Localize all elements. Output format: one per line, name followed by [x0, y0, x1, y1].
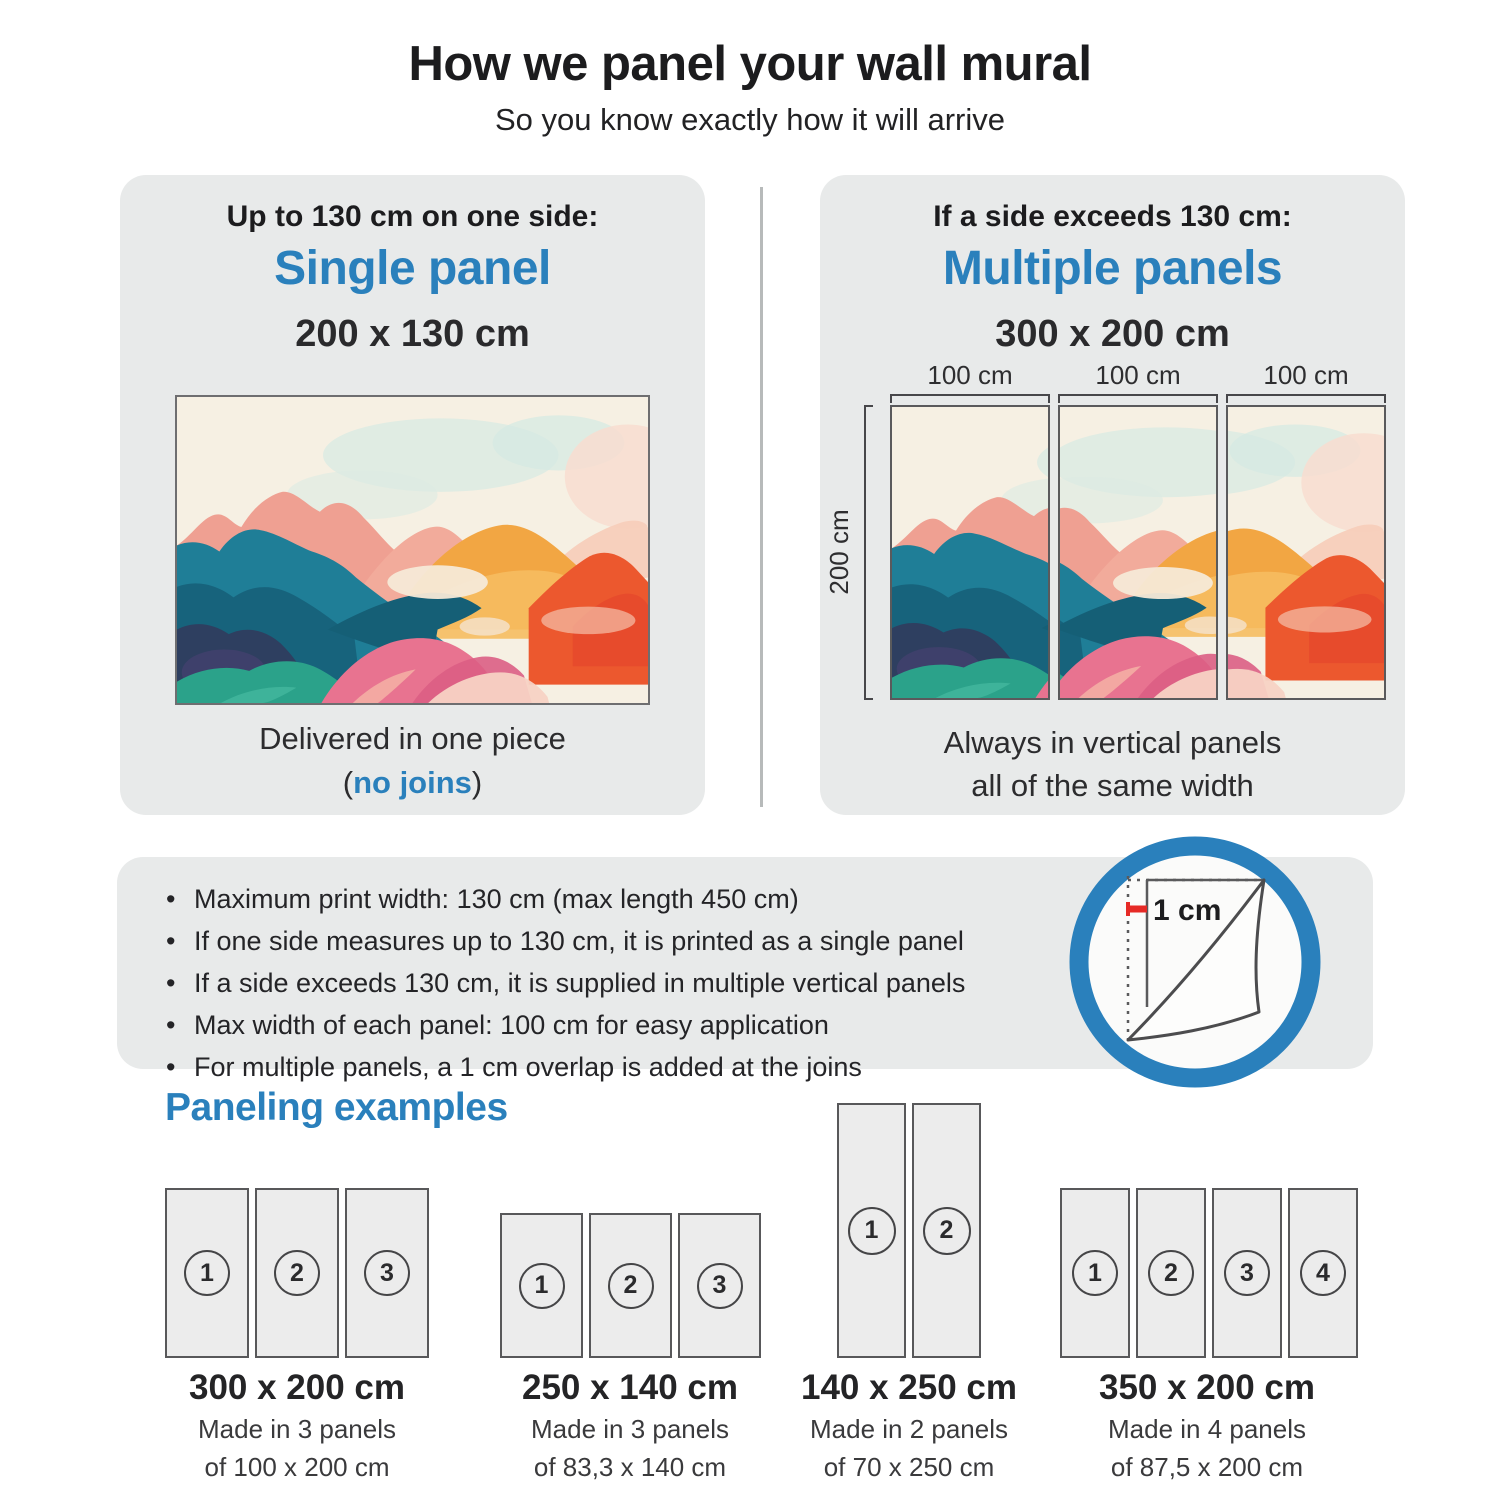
info-bullet: • If a side exceeds 130 cm, it is supplied in multiple vertical panels	[160, 962, 1060, 1004]
examples-heading: Paneling examples	[165, 1086, 508, 1129]
multiple-panels-title: Multiple panels	[942, 242, 1283, 295]
example-panel	[165, 1188, 249, 1358]
example-subtext-line1: Made in 3 panels	[197, 1414, 397, 1444]
mural-preview-single	[175, 395, 650, 705]
single-panel-size: 200 x 130 cm	[295, 313, 530, 355]
example-panel	[678, 1213, 761, 1358]
example-subtext	[1037, 1410, 1377, 1486]
multiple-panels-condition: If a side exceeds 130 cm:	[933, 200, 1292, 233]
height-bracket	[864, 405, 873, 700]
example-size-label: 350 x 200 cm	[1098, 1368, 1315, 1407]
multiple-panels-size: 300 x 200 cm	[995, 313, 1230, 355]
single-panel-condition: Up to 130 cm on one side:	[226, 200, 599, 233]
width-label-3: 100 cm	[1263, 360, 1349, 390]
info-bullet: • For multiple panels, a 1 cm overlap is added at the joins	[160, 1046, 1060, 1088]
paren-close: )	[471, 765, 483, 800]
panel-number-badge: 4	[1300, 1250, 1346, 1296]
width-label-1: 100 cm	[927, 360, 1013, 390]
page-curl-icon	[1065, 832, 1325, 1092]
panel-number-badge: 1	[1072, 1250, 1118, 1296]
example-subtext-line1: Made in 2 panels	[809, 1414, 1009, 1444]
mural-panel-3	[1226, 405, 1386, 700]
example-140x250-panels	[837, 1103, 981, 1358]
panel-number-badge: 2	[274, 1250, 320, 1296]
multiple-panels-card	[820, 175, 1405, 815]
example-panel	[500, 1213, 583, 1358]
panel-number-badge: 3	[1224, 1250, 1270, 1296]
single-panel-caption-2	[120, 765, 705, 801]
single-panel-caption: Delivered in one piece	[259, 721, 566, 756]
example-subtext-line1: Made in 4 panels	[1107, 1414, 1307, 1444]
width-label-2: 100 cm	[1095, 360, 1181, 390]
example-300x200-panels	[165, 1188, 429, 1358]
example-250x140-panels	[500, 1213, 761, 1358]
card-divider	[760, 187, 763, 807]
example-size-label: 250 x 140 cm	[521, 1368, 738, 1407]
example-panel	[1136, 1188, 1206, 1358]
paren-open: (	[342, 765, 354, 800]
info-bullet: • If one side measures up to 130 cm, it is printed as a single panel	[160, 920, 1060, 962]
example-subtext-line2: of 100 x 200 cm	[204, 1452, 390, 1482]
mural-panel-1	[890, 405, 1050, 700]
panel-number-badge: 1	[519, 1263, 565, 1309]
panel-number-badge: 2	[923, 1207, 971, 1255]
example-panel	[589, 1213, 672, 1358]
panel-number-badge: 3	[697, 1263, 743, 1309]
example-subtext-line1: Made in 3 panels	[530, 1414, 730, 1444]
example-350x200-panels	[1060, 1188, 1358, 1358]
example-subtext-line2: of 70 x 250 cm	[823, 1452, 995, 1482]
panel-number-badge: 3	[364, 1250, 410, 1296]
panel-number-badge: 1	[848, 1207, 896, 1255]
width-bracket-1	[890, 394, 1050, 403]
example-subtext	[127, 1410, 467, 1486]
multiple-panels-caption-2: all of the same width	[971, 768, 1254, 803]
example-panel	[1212, 1188, 1282, 1358]
example-size-label: 300 x 200 cm	[188, 1368, 405, 1407]
single-panel-title: Single panel	[274, 242, 551, 295]
example-subtext	[500, 1410, 760, 1486]
overlap-label: 1 cm	[1153, 894, 1222, 927]
overlap-badge	[1065, 832, 1325, 1092]
mural-panel-2	[1058, 405, 1218, 700]
example-subtext	[779, 1410, 1039, 1486]
example-subtext-line2: of 87,5 x 200 cm	[1110, 1452, 1304, 1482]
panel-number-badge: 2	[1148, 1250, 1194, 1296]
example-panel	[837, 1103, 906, 1358]
example-subtext-line2: of 83,3 x 140 cm	[533, 1452, 727, 1482]
example-panel	[345, 1188, 429, 1358]
example-panel	[1288, 1188, 1358, 1358]
info-bullet: • Maximum print width: 130 cm (max length 450 cm)	[160, 878, 1060, 920]
width-bracket-3	[1226, 394, 1386, 403]
panel-number-badge: 2	[608, 1263, 654, 1309]
panel-number-badge: 1	[184, 1250, 230, 1296]
example-panel	[912, 1103, 981, 1358]
example-panel	[1060, 1188, 1130, 1358]
page-subtitle: So you know exactly how it will arrive	[495, 102, 1005, 137]
info-bullet: • Max width of each panel: 100 cm for easy application	[160, 1004, 1060, 1046]
example-size-label: 140 x 250 cm	[800, 1368, 1017, 1407]
single-panel-card	[120, 175, 705, 815]
info-bullet-list	[160, 878, 1060, 1088]
page-title: How we panel your wall mural	[408, 37, 1092, 91]
height-label: 200 cm	[824, 509, 854, 595]
width-bracket-2	[1058, 394, 1218, 403]
multiple-panels-caption-1: Always in vertical panels	[943, 725, 1282, 760]
no-joins-highlight: no joins	[353, 765, 472, 800]
example-panel	[255, 1188, 339, 1358]
